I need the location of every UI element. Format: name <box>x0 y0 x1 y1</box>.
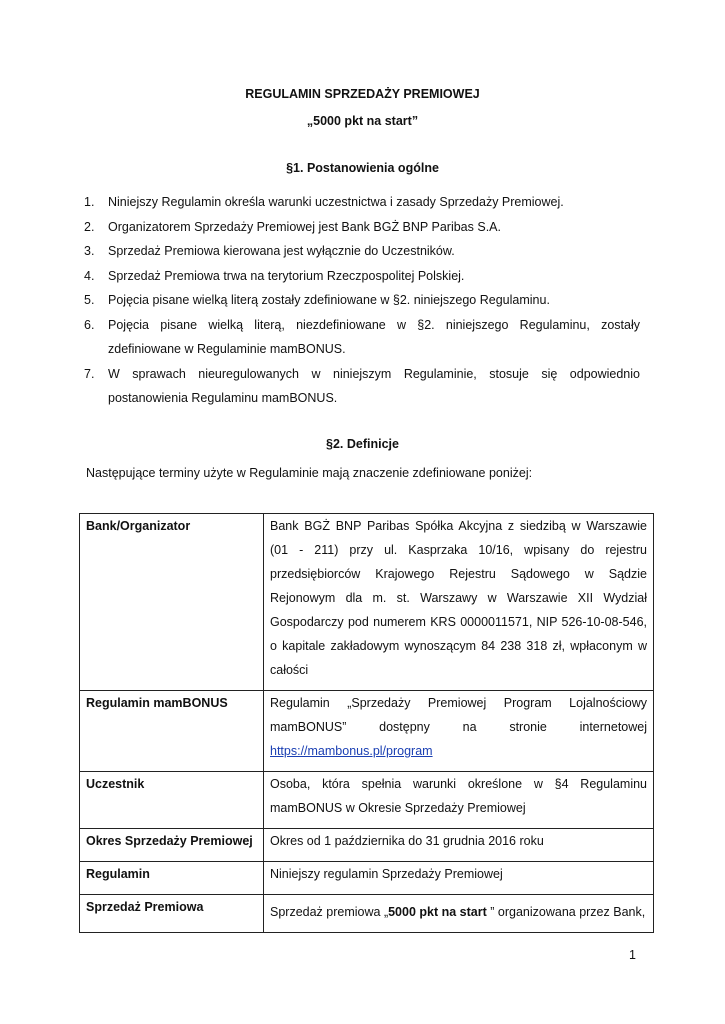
list-item <box>84 264 640 289</box>
table-row <box>80 895 654 933</box>
definition-text: Niniejszy regulamin Sprzedaży Premiowej <box>264 862 654 895</box>
definitions-table <box>79 513 654 933</box>
definition-text: Osoba, która spełnia warunki określone w §4 Regulaminu mamBONUS w Okresie Sprzedaży Premiowej <box>264 772 654 829</box>
table-row <box>80 514 654 691</box>
definition-text-bold: 5000 pkt na start <box>388 905 487 919</box>
list-item-number: 3. <box>84 244 95 258</box>
section2-heading: §2. Definicje <box>326 437 399 451</box>
definition-text-after: ” organizowana przez Bank, <box>486 905 646 919</box>
list-item <box>84 313 640 362</box>
definition-cell <box>264 691 654 772</box>
section1-list <box>84 190 640 411</box>
list-item-text: Pojęcia pisane wielką literą, niezdefiniowane w §2. niniejszego Regulaminu, zostały zdefiniowane w Regulaminie mamBONUS. <box>108 317 640 356</box>
definition-text: Regulamin „Sprzedaży Premiowej Program Lojalnościowy mamBONUS” dostępny na stronie internetowej <box>270 696 647 734</box>
definition-term: Sprzedaż Premiowa <box>80 895 264 933</box>
definition-text: Bank BGŻ BNP Paribas Spółka Akcyjna z siedzibą w Warszawie (01 - 211) przy ul. Kasprzaka 10/16, wpisany do rejestru przedsiębiorców Krajowego Rejestru Sądowego w Sądzie Rejonowym dla m. st. Warszawy w Warszawie XII Wydział Gospodarczy pod numerem KRS 0000011571, NIP 526-10-08-546, o kapitale zakładowym wynoszącym 84 238 318 zł, wpłaconym w całości <box>264 514 654 691</box>
section1-heading: §1. Postanowienia ogólne <box>286 161 439 175</box>
list-item-text: Organizatorem Sprzedaży Premiowej jest Bank BGŻ BNP Paribas S.A. <box>108 219 501 234</box>
list-item-number: 7. <box>84 366 95 381</box>
definition-text-before: Sprzedaż premiowa „ <box>270 905 389 919</box>
definition-term: Regulamin <box>80 862 264 895</box>
list-item-text: Sprzedaż Premiowa trwa na terytorium Rzeczpospolitej Polskiej. <box>108 268 465 283</box>
list-item-text: Niniejszy Regulamin określa warunki uczestnictwa i zasady Sprzedaży Premiowej. <box>108 195 564 209</box>
definition-cell <box>264 895 654 933</box>
list-item <box>84 190 640 215</box>
list-item-text: Pojęcia pisane wielką literą zostały zdefiniowane w §2. niniejszego Regulaminu. <box>108 293 550 307</box>
list-item-number: 5. <box>84 293 95 307</box>
section2-intro: Następujące terminy użyte w Regulaminie mają znaczenie zdefiniowane poniżej: <box>86 466 533 480</box>
list-item-text: Sprzedaż Premiowa kierowana jest wyłącznie do Uczestników. <box>108 244 455 258</box>
document-subtitle: „5000 pkt na start” <box>306 114 419 128</box>
mambonus-link[interactable]: https://mambonus.pl/program <box>270 744 433 758</box>
table-row <box>80 829 654 862</box>
document-title: REGULAMIN SPRZEDAŻY PREMIOWEJ <box>245 87 480 101</box>
definition-term: Bank/Organizator <box>80 514 264 691</box>
page-number: 1 <box>629 948 636 962</box>
definition-term: Regulamin mamBONUS <box>80 691 264 772</box>
list-item <box>84 362 640 411</box>
list-item <box>84 239 640 264</box>
definition-text: Okres od 1 października do 31 grudnia 2016 roku <box>264 829 654 862</box>
list-item <box>84 288 640 313</box>
list-item <box>84 215 640 240</box>
definition-term: Okres Sprzedaży Premiowej <box>80 829 264 862</box>
list-item-number: 6. <box>84 317 95 332</box>
list-item-text: W sprawach nieuregulowanych w niniejszym Regulaminie, stosuje się odpowiednio postanowienia Regulaminu mamBONUS. <box>108 366 640 405</box>
list-item-number: 2. <box>84 219 95 234</box>
list-item-number: 1. <box>84 195 95 209</box>
definition-term: Uczestnik <box>80 772 264 829</box>
list-item-number: 4. <box>84 268 95 283</box>
table-row <box>80 862 654 895</box>
table-row <box>80 772 654 829</box>
table-row <box>80 691 654 772</box>
